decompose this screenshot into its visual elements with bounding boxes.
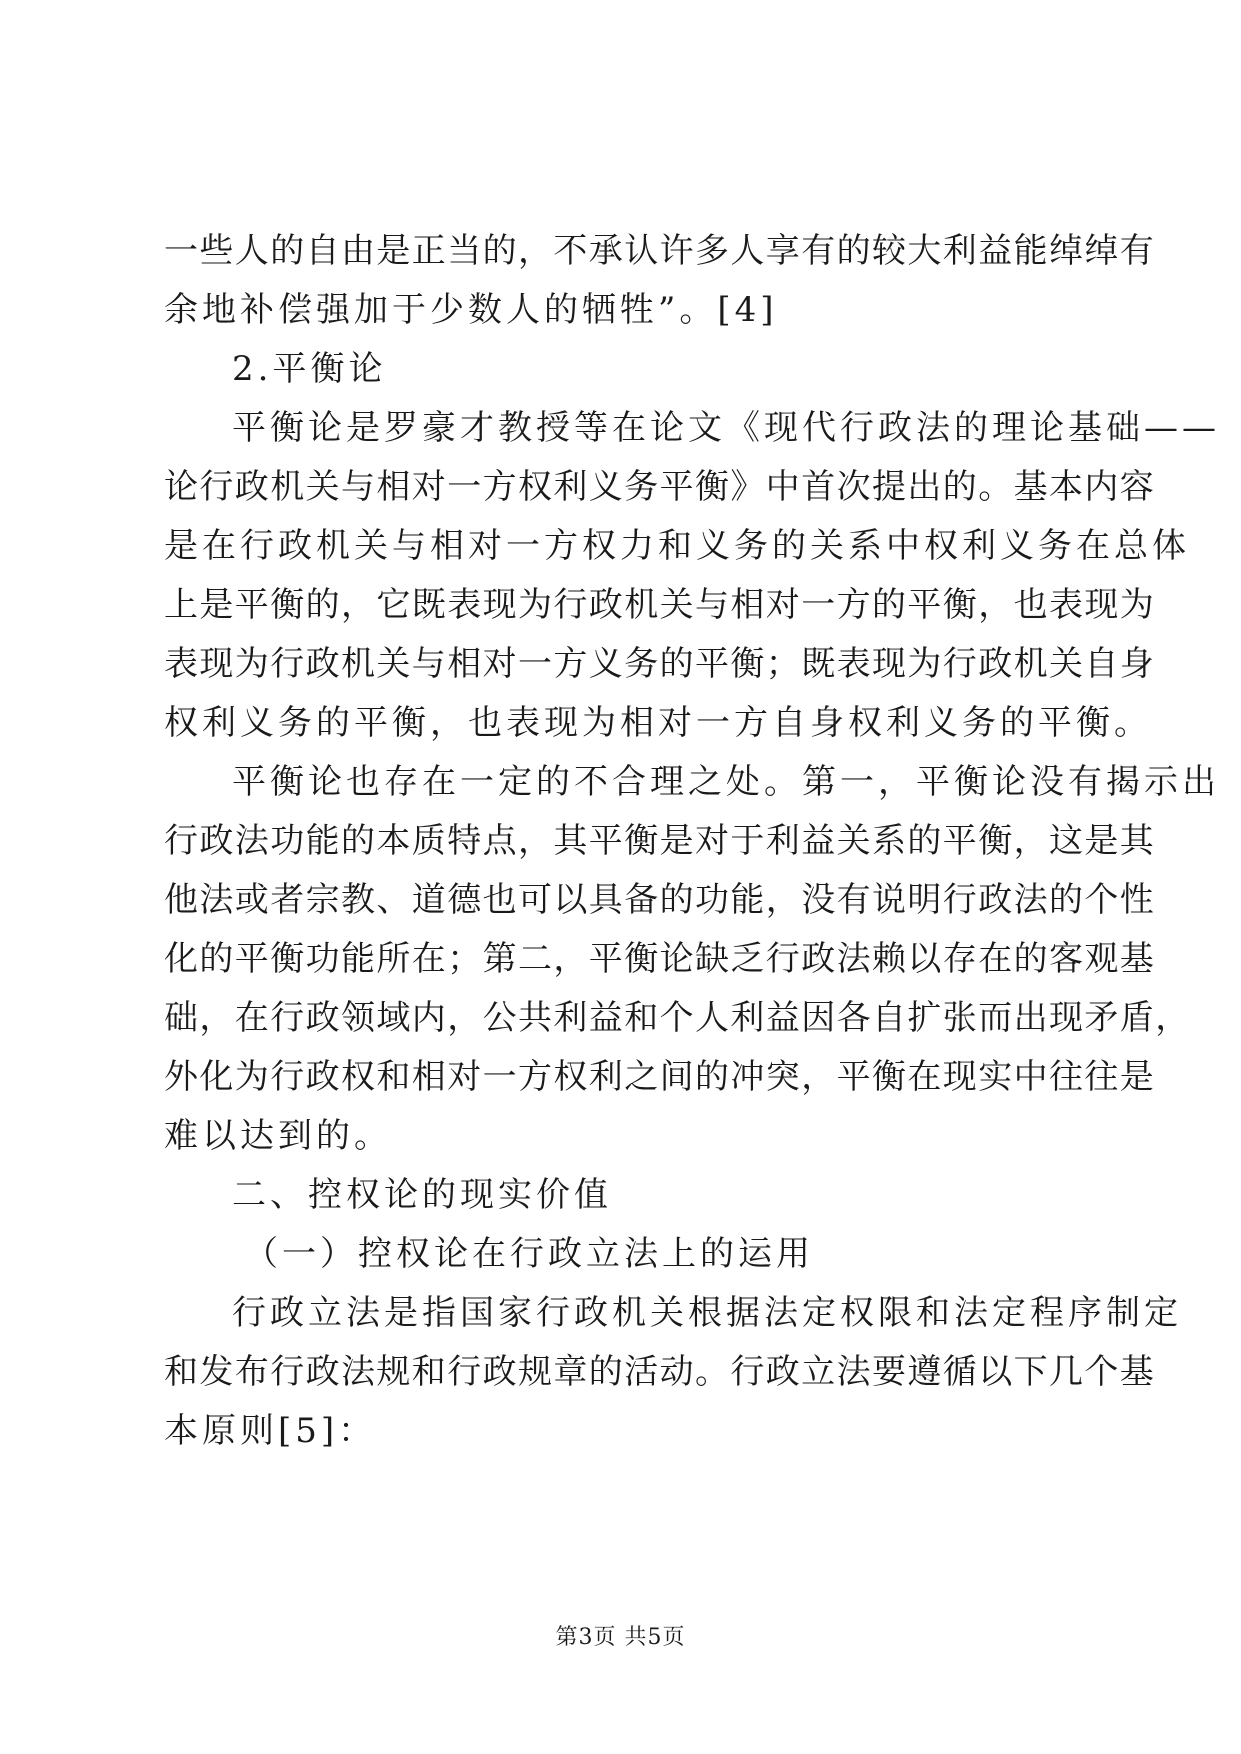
text-line-13: 化的平衡功能所在；第二，平衡论缺乏行政法赖以存在的客观基 bbox=[164, 939, 1156, 979]
text-line-9: 权利义务的平衡，也表现为相对一方自身权利义务的平衡。 bbox=[164, 703, 1152, 743]
text-line-19: 行政立法是指国家行政机关根据法定权限和法定程序制定 bbox=[232, 1293, 1182, 1333]
document-body bbox=[164, 222, 1220, 1461]
page-number-footer: 第3页 共5页 bbox=[555, 1625, 686, 1650]
text-line-14: 础，在行政领域内，公共利益和个人利益因各自扩张而出现矛盾， bbox=[164, 998, 1191, 1038]
text-line-1: 一些人的自由是正当的，不承认许多人享有的较大利益能绰绰有 bbox=[164, 231, 1156, 271]
subsection-heading-administrative-legislation: （一）控权论在行政立法上的运用 bbox=[244, 1234, 814, 1274]
section-heading-balance-theory: 2.平衡论 bbox=[232, 349, 387, 389]
text-line-11: 行政法功能的本质特点，其平衡是对于利益关系的平衡，这是其 bbox=[164, 821, 1156, 861]
text-line-20: 和发布行政法规和行政规章的活动。行政立法要遵循以下几个基 bbox=[164, 1352, 1156, 1392]
text-line-15: 外化为行政权和相对一方权利之间的冲突，平衡在现实中往往是 bbox=[164, 1057, 1156, 1097]
text-line-12: 他法或者宗教、道德也可以具备的功能，没有说明行政法的个性 bbox=[164, 880, 1156, 920]
text-line-8: 表现为行政机关与相对一方义务的平衡；既表现为行政机关自身 bbox=[164, 644, 1156, 684]
text-line-10: 平衡论也存在一定的不合理之处。第一，平衡论没有揭示出 bbox=[232, 762, 1220, 802]
section-heading-control-theory-value: 二、控权论的现实价值 bbox=[232, 1175, 612, 1215]
text-line-16: 难以达到的。 bbox=[164, 1116, 392, 1156]
text-line-7: 上是平衡的，它既表现为行政机关与相对一方的平衡，也表现为 bbox=[164, 585, 1156, 625]
text-line-21: 本原则[5]： bbox=[164, 1411, 377, 1451]
text-line-2: 余地补偿强加于少数人的牺牲”。[4] bbox=[164, 290, 778, 330]
text-line-4: 平衡论是罗豪才教授等在论文《现代行政法的理论基础—— bbox=[232, 408, 1220, 448]
text-line-6: 是在行政机关与相对一方权力和义务的关系中权利义务在总体 bbox=[164, 526, 1190, 566]
text-line-5: 论行政机关与相对一方权利义务平衡》中首次提出的。基本内容 bbox=[164, 467, 1156, 507]
